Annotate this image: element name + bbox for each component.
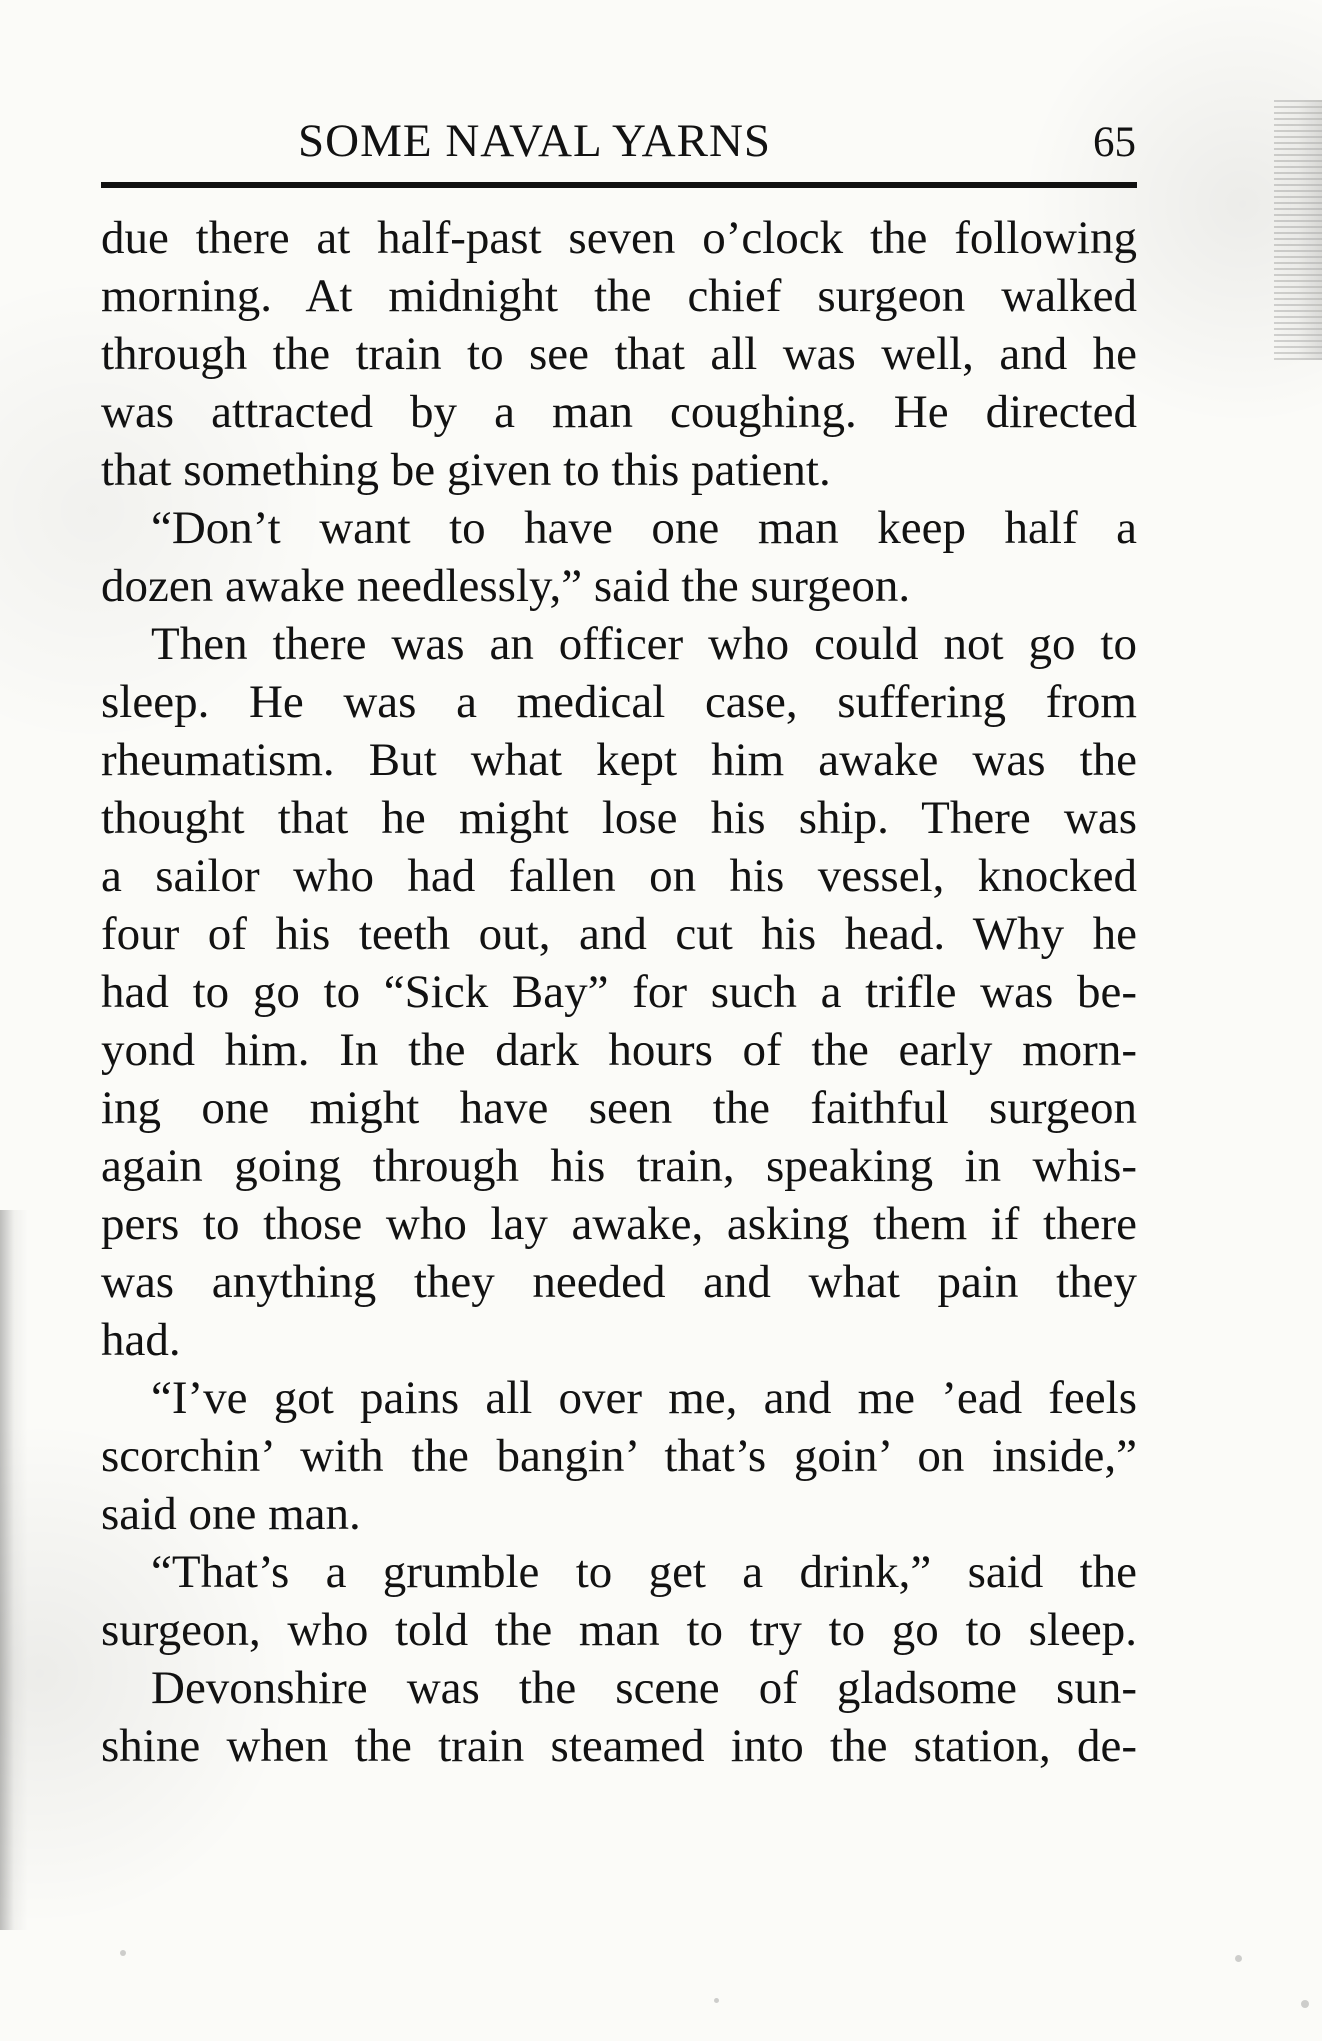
text-line: four of his teeth out, and cut his head. Why he xyxy=(101,908,1137,960)
scan-speck xyxy=(1301,2000,1309,2008)
text-line: had. xyxy=(101,1314,181,1366)
text-line: ing one might have seen the faithful surgeon xyxy=(101,1082,1137,1134)
scan-speck xyxy=(714,1998,719,2003)
text-line: said one man. xyxy=(101,1488,361,1540)
page-header xyxy=(101,114,1136,184)
scan-speck xyxy=(1235,1955,1242,1962)
text-line: scorchin’ with the bangin’ that’s goin’ on inside,” xyxy=(101,1430,1137,1482)
left-page-shadow xyxy=(0,1210,28,1930)
text-line: again going through his train, speaking in whis- xyxy=(101,1140,1137,1192)
text-line: yond him. In the dark hours of the early morn- xyxy=(101,1024,1137,1076)
text-line: shine when the train steamed into the station, de- xyxy=(101,1720,1137,1772)
text-line: that something be given to this patient. xyxy=(101,444,831,496)
text-line: pers to those who lay awake, asking them if there xyxy=(101,1198,1137,1250)
text-line: “Don’t want to have one man keep half a xyxy=(151,502,1137,554)
text-line: sleep. He was a medical case, suffering from xyxy=(101,676,1137,728)
text-line: rheumatism. But what kept him awake was the xyxy=(101,734,1137,786)
text-line: a sailor who had fallen on his vessel, knocked xyxy=(101,850,1137,902)
text-line: surgeon, who told the man to try to go to sleep. xyxy=(101,1604,1137,1656)
text-line: due there at half-past seven o’clock the following xyxy=(101,212,1137,264)
text-line: morning. At midnight the chief surgeon walked xyxy=(101,270,1137,322)
text-line: through the train to see that all was well, and he xyxy=(101,328,1137,380)
text-line: “I’ve got pains all over me, and me ’ead feels xyxy=(151,1372,1137,1424)
running-title: SOME NAVAL YARNS xyxy=(298,115,772,167)
text-line: was attracted by a man coughing. He directed xyxy=(101,386,1137,438)
text-line: had to go to “Sick Bay” for such a trifle was be- xyxy=(101,966,1137,1018)
body-text xyxy=(101,210,1137,1800)
header-rule xyxy=(101,182,1137,188)
text-line: “That’s a grumble to get a drink,” said the xyxy=(151,1546,1137,1598)
text-line: dozen awake needlessly,” said the surgeon. xyxy=(101,560,911,612)
page-number: 65 xyxy=(1093,119,1136,166)
scan-speck xyxy=(120,1950,126,1956)
right-page-edge xyxy=(1274,100,1322,360)
text-line: was anything they needed and what pain they xyxy=(101,1256,1137,1308)
text-line: Devonshire was the scene of gladsome sun- xyxy=(151,1662,1137,1714)
text-line: thought that he might lose his ship. There was xyxy=(101,792,1137,844)
text-line: Then there was an officer who could not go to xyxy=(151,618,1137,670)
